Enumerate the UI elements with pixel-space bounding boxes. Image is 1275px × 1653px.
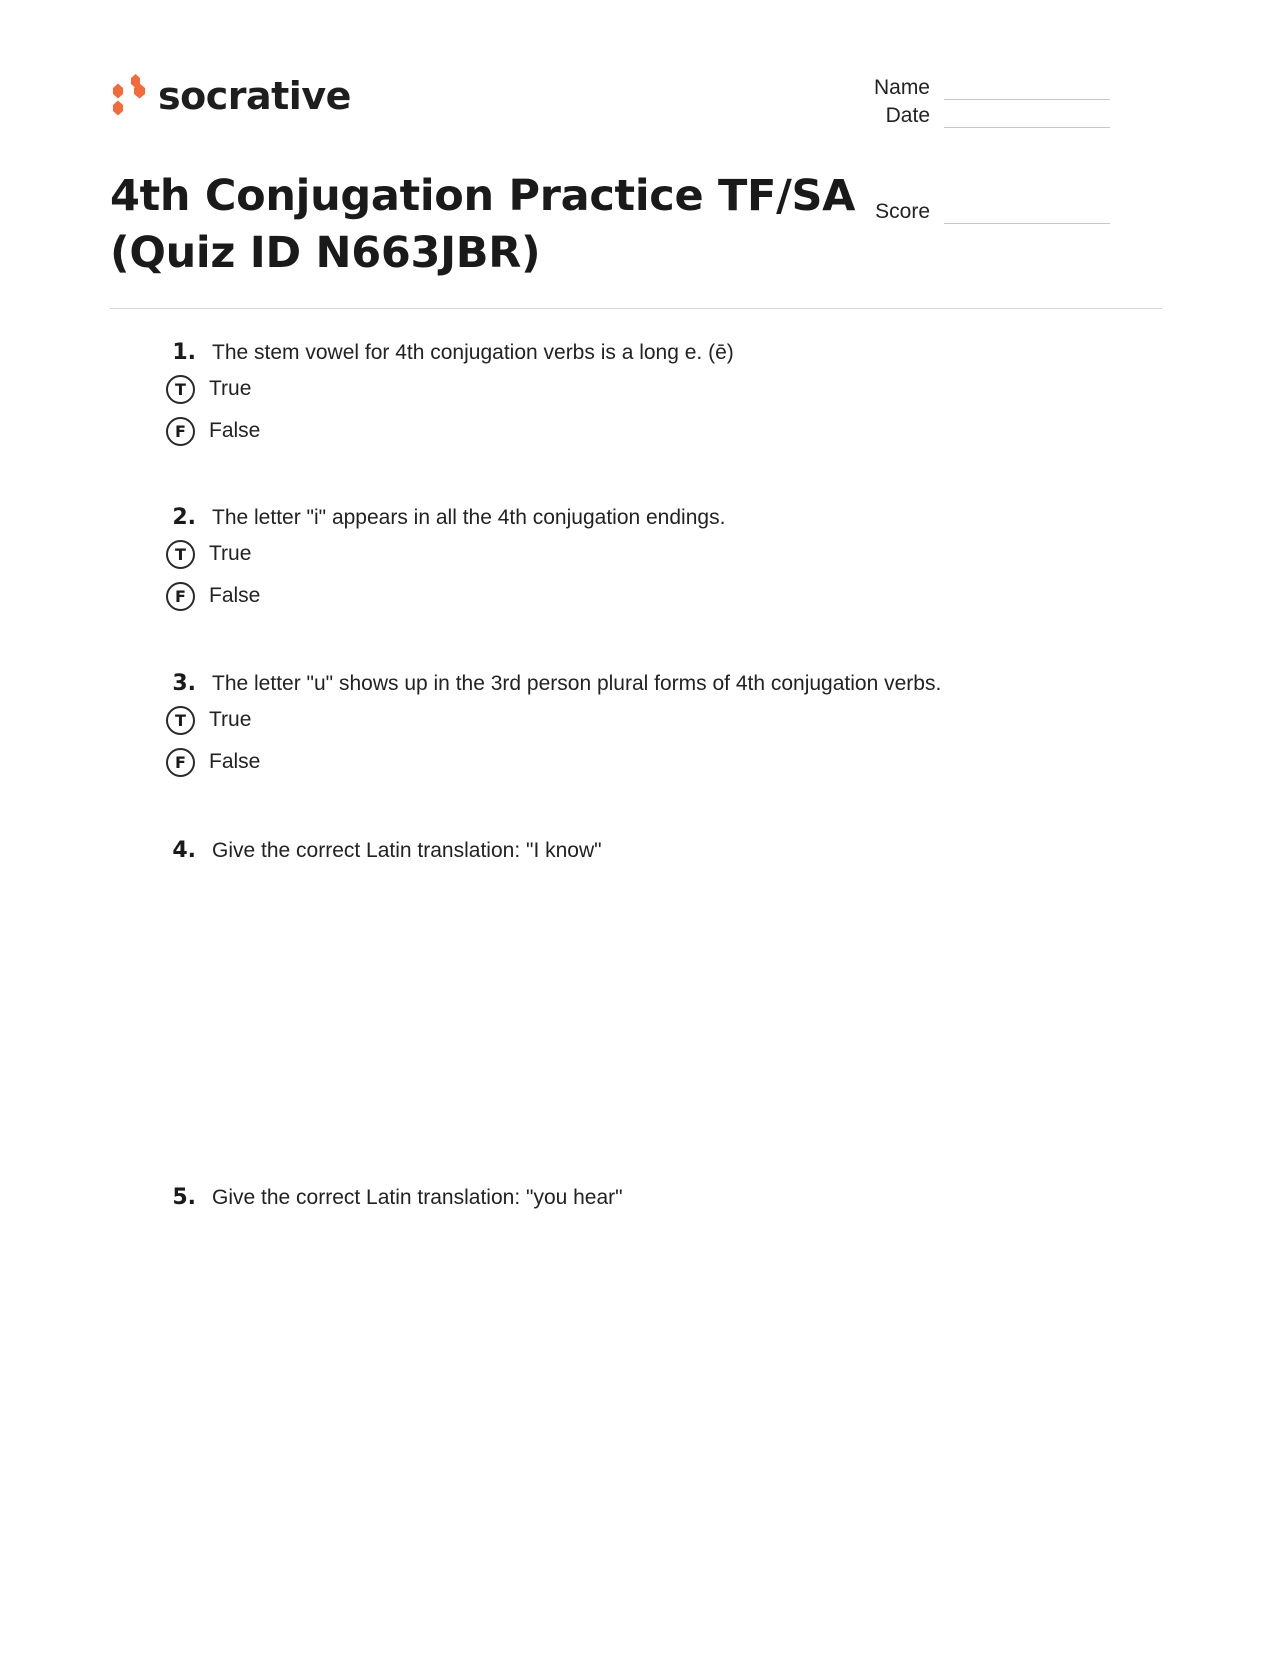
option-label: False <box>209 419 261 442</box>
answer-space[interactable] <box>160 1210 1160 1510</box>
question-number: 1. <box>172 340 196 365</box>
score-label: Score <box>875 200 930 223</box>
header-divider <box>110 308 1162 309</box>
option-true[interactable] <box>160 704 1160 736</box>
option-true[interactable] <box>160 373 1160 405</box>
option-false[interactable] <box>160 746 1160 778</box>
brand-name: socrative <box>158 74 351 118</box>
answer-bubble-f[interactable]: F <box>166 417 195 446</box>
question-text: Give the correct Latin translation: "you hear" <box>212 1186 623 1209</box>
question-text: The letter "i" appears in all the 4th conjugation endings. <box>212 506 726 529</box>
question-5 <box>160 1185 1160 1510</box>
answer-space[interactable] <box>160 863 1160 1163</box>
quiz-title <box>110 168 870 282</box>
question-text: The letter "u" shows up in the 3rd person plural forms of 4th conjugation verbs. <box>212 672 942 695</box>
question-number: 4. <box>172 838 196 863</box>
date-field <box>860 104 1110 128</box>
name-label: Name <box>873 76 930 99</box>
question-text: Give the correct Latin translation: "I know" <box>212 839 602 862</box>
quiz-title-line1: 4th Conjugation Practice TF/SA <box>110 171 856 221</box>
option-label: False <box>209 750 261 773</box>
option-label: False <box>209 584 261 607</box>
socrative-logo <box>110 72 351 120</box>
option-false[interactable] <box>160 415 1160 447</box>
answer-bubble-f[interactable]: F <box>166 582 195 611</box>
question-number: 5. <box>172 1185 196 1210</box>
option-true[interactable] <box>160 538 1160 570</box>
question-3 <box>160 671 1160 778</box>
option-label: True <box>209 708 252 731</box>
answer-bubble-f[interactable]: F <box>166 748 195 777</box>
question-text: The stem vowel for 4th conjugation verbs is a long e. (ē) <box>212 341 734 364</box>
score-field <box>860 200 1110 224</box>
name-line[interactable] <box>944 79 1110 100</box>
question-number: 3. <box>172 671 196 696</box>
quiz-title-line2: (Quiz ID N663JBR) <box>110 228 541 278</box>
date-label: Date <box>885 104 930 127</box>
answer-bubble-t[interactable]: T <box>166 540 195 569</box>
option-label: True <box>209 542 252 565</box>
name-field <box>860 76 1110 100</box>
answer-bubble-t[interactable]: T <box>166 375 195 404</box>
answer-bubble-t[interactable]: T <box>166 706 195 735</box>
option-false[interactable] <box>160 580 1160 612</box>
socrative-hexagon-icon <box>110 72 148 120</box>
score-line[interactable] <box>944 203 1110 224</box>
question-2 <box>160 505 1160 612</box>
question-1 <box>160 340 1160 447</box>
option-label: True <box>209 377 252 400</box>
date-line[interactable] <box>944 107 1110 128</box>
question-4 <box>160 838 1160 1163</box>
question-number: 2. <box>172 505 196 530</box>
